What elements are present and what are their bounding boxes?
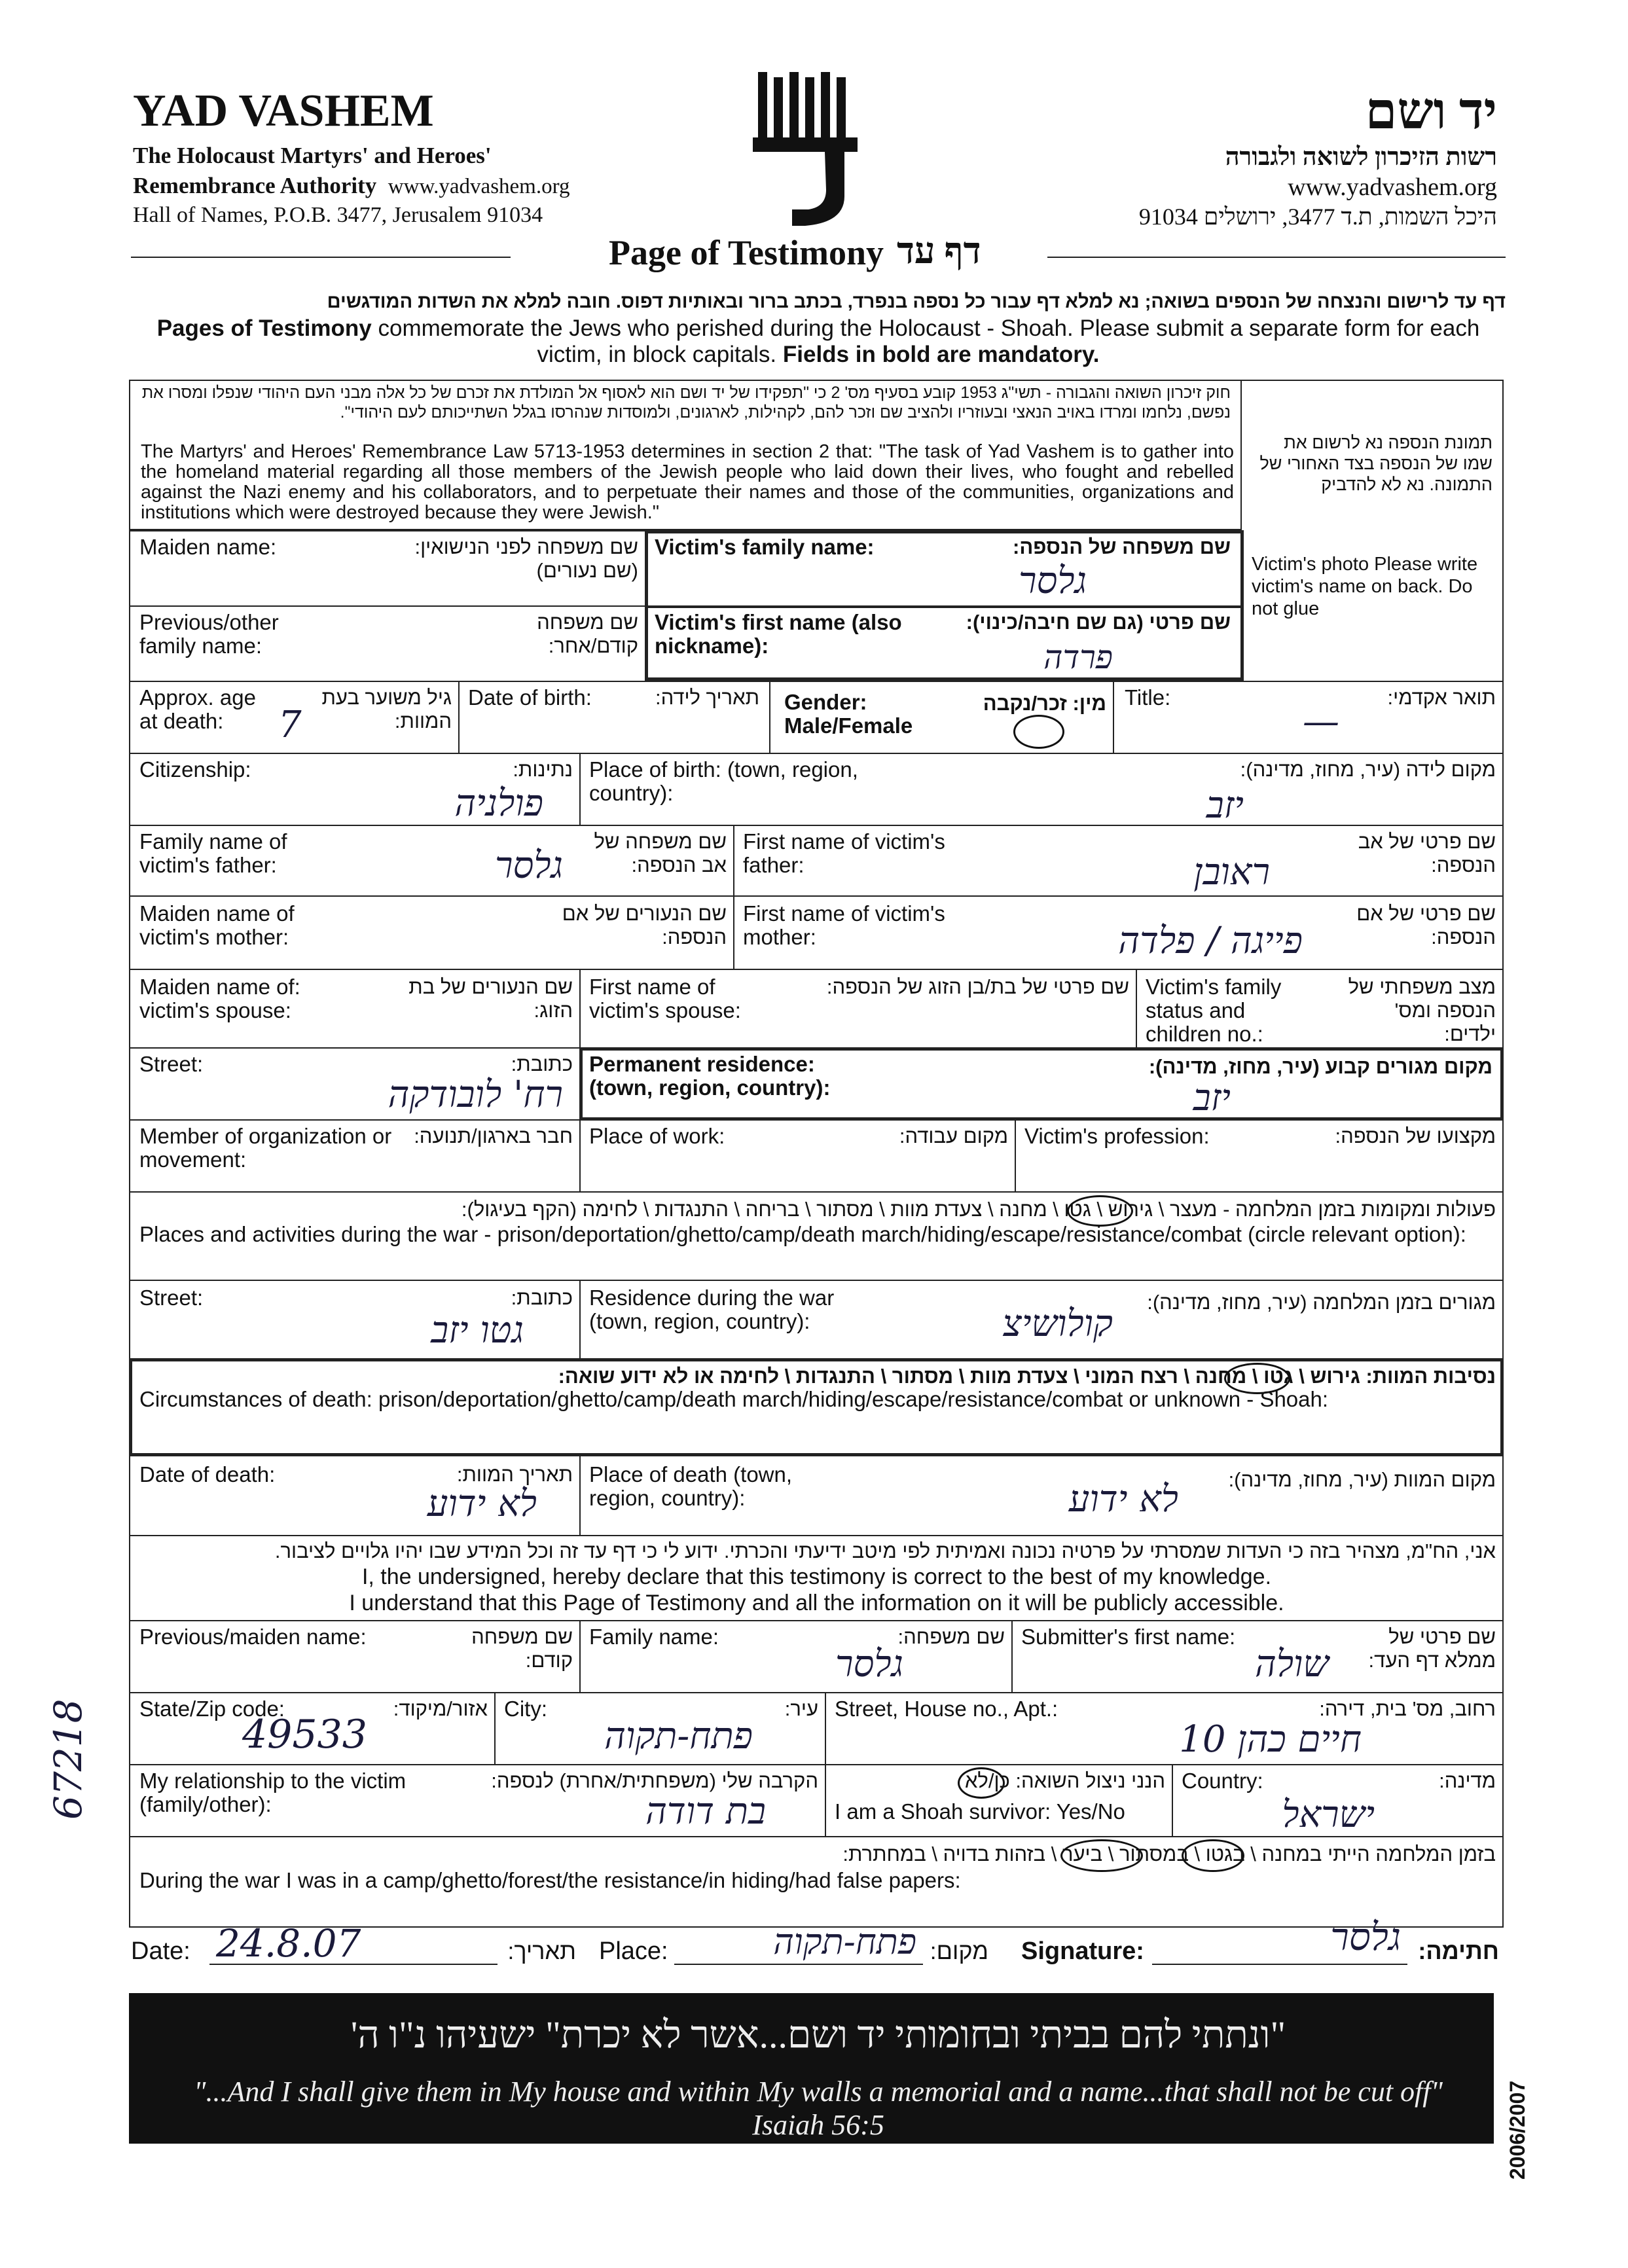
- street-value[interactable]: רח' לובודקה: [388, 1073, 563, 1116]
- father-family-value[interactable]: גלסר: [494, 844, 563, 887]
- submitter-first-label-he: שם פרטי של ממלא דף העד:: [1368, 1625, 1496, 1672]
- citizenship-label-he: נתינות:: [513, 758, 573, 781]
- intro-he: דף עד לרישום והנצחה של הנספים בשואה; נא למלא דף עבור כל נספה בנפרד, בכתב ברור ובאותיות דפוס. חובה למלא את השדות המודגשים: [327, 291, 1506, 312]
- signature-label: Signature:: [1021, 1937, 1144, 1965]
- mother-first-value[interactable]: פייגה / פלדה: [1118, 920, 1303, 962]
- date-label: Date:: [131, 1937, 190, 1965]
- age-value[interactable]: 7: [278, 704, 302, 746]
- quote-en: "...And I shall give them in My house and within My walls a memorial and a name...that shall not be cut off" Isaiah 56:5: [194, 2076, 1443, 2141]
- declaration-he: אני, הח"מ, מצהיר בזה כי העדות שמסרתי על פרטיה נכונה ואמיתית לפי מיטב ידיעתי והכרתי. ידוע לי כי דף עד זה וכל המידע שבו יהיו גלויים לציבור.: [274, 1539, 1496, 1562]
- during-war-en: During the war I was in a camp/ghetto/forest/the resistance/in hiding/had false papers:: [139, 1868, 961, 1892]
- profession-label-he: מקצועו של הנספה:: [1335, 1125, 1496, 1147]
- war-street-value[interactable]: גטו יזב: [431, 1309, 524, 1352]
- title-label-he: תואר אקדמי:: [1387, 686, 1496, 709]
- survivor-label: I am a Shoah survivor: Yes/No: [835, 1799, 1125, 1824]
- title-value[interactable]: —: [1303, 700, 1339, 743]
- family-name-label: Victim's family name:: [655, 535, 875, 559]
- page-title-en: Page of Testimony: [609, 233, 884, 272]
- spouse-first-label-he: שם פרטי של בת/בן הזוג של הנספה:: [826, 975, 1129, 998]
- circumstance-ghetto-circle: [1224, 1363, 1290, 1394]
- margin-reference-number: 67218: [46, 1699, 90, 1820]
- birthplace-value[interactable]: יזב: [1206, 784, 1244, 827]
- residence-label-he: מקום מגורים קבוע (עיר, מחוז, מדינה):: [1148, 1055, 1492, 1078]
- submitter-family-value[interactable]: גלסר: [835, 1643, 903, 1685]
- gender-label-he: מין: זכר/נקבה: [983, 692, 1106, 715]
- work-label: Place of work:: [589, 1124, 725, 1148]
- circumstances-label-en: [139, 1388, 1498, 1411]
- date-death-label-he: תאריך המוות:: [456, 1463, 573, 1486]
- family-status-label: Victim's family status and children no.:: [1146, 975, 1282, 1046]
- submitter-prev-name-label-he: שם משפחה קודם:: [471, 1625, 573, 1672]
- maiden-name-label: Maiden name:: [139, 535, 277, 559]
- yad-vashem-logo: [746, 65, 871, 229]
- street-label: Street:: [139, 1052, 204, 1076]
- profession-label: Victim's profession:: [1024, 1124, 1210, 1148]
- gender-female-circle: [1013, 715, 1064, 749]
- birthplace-label-he: מקום לידה (עיר, מחוז, מדינה):: [1240, 758, 1496, 781]
- father-first-value[interactable]: ראובן: [1193, 851, 1270, 893]
- signature-value[interactable]: גלסר: [1330, 1915, 1401, 1959]
- address-he: היכל השמות, ת.ד 3477, ירושלים 91034: [1138, 204, 1497, 230]
- submitter-first-value[interactable]: שולה: [1255, 1643, 1329, 1685]
- address-en: Hall of Names, P.O.B. 3477, Jerusalem 91034: [133, 203, 543, 227]
- org-name-en: YAD VASHEM: [133, 86, 434, 136]
- prev-family-label: Previous/other family name:: [139, 610, 279, 658]
- submitter-street-label-he: רחוב, מס' בית, דירה:: [1319, 1697, 1496, 1720]
- work-label-he: מקום עבודה:: [899, 1125, 1008, 1147]
- survivor-yes-circle: [958, 1767, 1005, 1799]
- quote-he: "ונתתי להם בביתי ובחומותי יד ושם...אשר לא יכרת" ישעיהו נ"ו ה': [350, 2013, 1286, 2056]
- place-death-value[interactable]: לא ידוע: [1068, 1478, 1178, 1521]
- gender-label: Gender: Male/Female: [784, 690, 913, 738]
- photo-instructions-he: תמונת הנספה נא לרשום את שמו של הנספה בצד האחורי של התמונה. נא לא להדביק: [1259, 433, 1492, 494]
- org-subtitle-en-1: The Holocaust Martyrs' and Heroes': [133, 143, 492, 168]
- spouse-maiden-label: Maiden name of: victim's spouse:: [139, 975, 300, 1022]
- law-he: חוק זיכרון השואה והגבורה - תשי"ג 1953 קובע בסעיף מס' 2 כי "תפקידו של יד ושם הוא לאסוף אל המולדת את זכרם של כל אלה מבני העם היהודי שנפלו ומסרו את נפשם, נלחמו ומרדו באויב הנאצי ובעוזריו ולהציב שם וזכר להם, לקהילות, לארגונים, ולמוסדות שנהרסו בגלל השתייכותם לעם היהודי".: [141, 384, 1231, 422]
- activity-ghetto-circle: [1067, 1195, 1133, 1227]
- date-death-label: Date of death:: [139, 1462, 276, 1486]
- age-label: Approx. age at death:: [139, 685, 256, 733]
- place-death-label-he: מקום המוות (עיר, מחוז, מדינה):: [1228, 1468, 1496, 1491]
- place-label: Place:: [599, 1937, 668, 1965]
- intro-en-text: commemorate the Jews who perished during the Holocaust - Shoah. Please submit a separate form for each victim, in block capitals.: [378, 315, 1480, 367]
- family-status-label-he: מצב משפחתי של הנספה ומס' ילדים:: [1348, 975, 1496, 1045]
- first-name-value[interactable]: פרדה: [1043, 638, 1113, 676]
- war-residence-label: Residence during the war (town, region, country):: [589, 1286, 835, 1333]
- war-residence-label-he: מגורים בזמן המלחמה (עיר, מחוז, מדינה):: [1147, 1291, 1496, 1314]
- circumstances-text-en: Circumstances of death: prison/deportation/ghetto/camp/death march/hiding/escape/resistance/combat or unknown - Shoah:: [139, 1387, 1329, 1411]
- date-label-he: תאריך:: [507, 1937, 576, 1964]
- relationship-label-he: הקרבה שלי (משפחתית/אחרת) לנספה:: [491, 1769, 818, 1792]
- family-name-label-he: שם משפחה של הנספה:: [1013, 535, 1231, 558]
- residence-value[interactable]: יזב: [1193, 1077, 1231, 1119]
- relationship-label: My relationship to the victim (family/other):: [139, 1769, 407, 1816]
- declaration-en-1: I, the undersigned, hereby declare that this testimony is correct to the best of my knowledge.: [361, 1564, 1272, 1589]
- place-value[interactable]: פתח-תקוה: [773, 1921, 916, 1962]
- org-subtitle-en-2: [133, 173, 570, 199]
- war-residence-value[interactable]: קולושיצ: [1002, 1303, 1113, 1345]
- website-en: www.yadvashem.org: [388, 175, 570, 198]
- city-value[interactable]: פתח-תקוה: [604, 1715, 753, 1757]
- age-label-he: גיל משוער בעת המוות:: [321, 686, 452, 732]
- mother-first-label: First name of victim's mother:: [743, 901, 945, 949]
- family-name-value[interactable]: גלסר: [1018, 560, 1087, 602]
- during-war-ghetto-circle: [1182, 1839, 1244, 1872]
- spouse-maiden-label-he: שם הנעורים של בת הזוג:: [408, 975, 573, 1022]
- dob-label-he: תאריך לידה:: [655, 686, 759, 709]
- street-label-he: כתובת:: [511, 1053, 573, 1075]
- intro-en-mandatory: Fields in bold are mandatory.: [782, 342, 1100, 367]
- title-label: Title:: [1125, 685, 1171, 710]
- residence-label: Permanent residence: (town, region, country):: [589, 1052, 831, 1100]
- father-first-label-he: שם פרטי של אב הנספה:: [1358, 830, 1496, 876]
- activities-label-he: פעולות ומקומות בזמן המלחמה - מעצר \ גירוש \ גטו \ מחנה \ צעדת מוות \ מסתור \ בריחה \ התנגדות \ לחימה (הקף בעיגול):: [461, 1198, 1496, 1221]
- relationship-value[interactable]: בת דודה: [645, 1790, 766, 1833]
- organization-label-he: חבר בארגון/תנועה:: [414, 1125, 573, 1147]
- prev-family-label-he: שם משפחה קודם/אחר:: [537, 611, 638, 657]
- organization-label: Member of organization or movement:: [139, 1124, 392, 1172]
- citizenship-value[interactable]: פולניה: [454, 782, 543, 825]
- mother-first-label-he: שם פרטי של אם הנספה:: [1356, 902, 1496, 948]
- law-en: The Martyrs' and Heroes' Remembrance Law 5713-1953 determines in section 2 that: "The task of Yad Vashem is to gather into the homeland material regarding all those members of the Jewish people who laid down their lives, who fought and rebelled against the Nazi enemy and his collaborators, and to perpetuate their names and those of the communities, organizations and institutions which were destroyed because they were Jewish.": [141, 441, 1234, 523]
- submitter-street-label: Street, House no., Apt.:: [835, 1697, 1058, 1721]
- war-street-label: Street:: [139, 1286, 204, 1310]
- declaration-en-2: I understand that this Page of Testimony and all the information on it will be publicly accessible.: [349, 1591, 1284, 1615]
- father-family-label: Family name of victim's father:: [139, 829, 287, 877]
- survivor-label-he: הנני ניצול השואה: כן/לא: [964, 1769, 1165, 1792]
- father-family-label-he: שם משפחה של אב הנספה:: [594, 830, 727, 876]
- maiden-name-label-he: שם משפחה לפני הנישואין: (שם נעורים): [414, 535, 638, 582]
- dob-label: Date of birth:: [468, 685, 592, 710]
- submitter-first-label: Submitter's first name:: [1021, 1625, 1236, 1649]
- form-version: 2006/2007: [1506, 2080, 1529, 2180]
- submitter-street-value[interactable]: חיים כהן 10: [1179, 1718, 1362, 1761]
- birthplace-label: Place of birth: (town, region, country):: [589, 757, 858, 805]
- first-name-label: Victim's first name (also nickname):: [655, 610, 902, 658]
- intro-en-bold: Pages of Testimony: [156, 315, 372, 341]
- org-name-he: יד ושם: [1365, 82, 1497, 139]
- org-authority-en: Remembrance Authority: [133, 173, 377, 198]
- submitter-family-label-he: שם משפחה:: [897, 1625, 1005, 1648]
- org-subtitle-he: רשות הזיכרון לשואה ולגבורה: [1225, 143, 1497, 171]
- page-title-he: דף עד: [897, 231, 981, 272]
- circumstances-label-he: נסיבות המוות: גירוש \ גטו \ מחנה \ רצח המוני \ צעדת מוות \ מסתור \ התנגדות \ לחימה או לא ידוע שואה:: [558, 1365, 1496, 1388]
- country-value[interactable]: ישראל: [1282, 1793, 1375, 1836]
- zip-value[interactable]: 49533: [242, 1712, 367, 1757]
- submitter-family-label: Family name:: [589, 1625, 719, 1649]
- during-war-hiding-circle: [1060, 1839, 1143, 1872]
- activities-label-en: Places and activities during the war - prison/deportation/ghetto/camp/death march/hiding/escape/resistance/combat (circle relevant option):: [139, 1222, 1466, 1246]
- date-value[interactable]: 24.8.07: [216, 1921, 361, 1966]
- intro-en: [131, 315, 1506, 368]
- mother-maiden-label-he: שם הנעורים של אם הנספה:: [562, 902, 727, 948]
- first-name-label-he: שם פרטי (גם שם חיבה/כינוי):: [966, 611, 1231, 634]
- during-war-he: בזמן המלחמה הייתי במחנה \ בגטו \ במסתור \ ביער \ בזהות בדויה \ במחתרת:: [842, 1843, 1496, 1865]
- place-label-he: מקום:: [930, 1937, 988, 1964]
- place-death-label: Place of death (town, region, country):: [589, 1462, 793, 1510]
- spouse-first-label: First name of victim's spouse:: [589, 975, 741, 1022]
- mother-maiden-label: Maiden name of victim's mother:: [139, 901, 295, 949]
- city-label-he: עיר:: [784, 1697, 818, 1720]
- war-street-label-he: כתובת:: [511, 1286, 573, 1309]
- father-first-label: First name of victim's father:: [743, 829, 945, 877]
- citizenship-label: Citizenship:: [139, 757, 251, 782]
- signature-label-he: חתימה:: [1418, 1937, 1499, 1964]
- photo-instructions-en: Victim's photo Please write victim's name on back. Do not glue: [1252, 554, 1478, 619]
- zip-label-he: אזור/מיקוד:: [393, 1697, 488, 1720]
- city-label: City:: [504, 1697, 547, 1721]
- country-label-he: מדינה:: [1439, 1769, 1496, 1792]
- submitter-prev-name-label: Previous/maiden name:: [139, 1625, 367, 1649]
- website-he: www.yadvashem.org: [1288, 173, 1497, 201]
- country-label: Country:: [1182, 1769, 1263, 1793]
- zip-label: State/Zip code:: [139, 1697, 285, 1721]
- date-death-value[interactable]: לא ידוע: [427, 1483, 537, 1525]
